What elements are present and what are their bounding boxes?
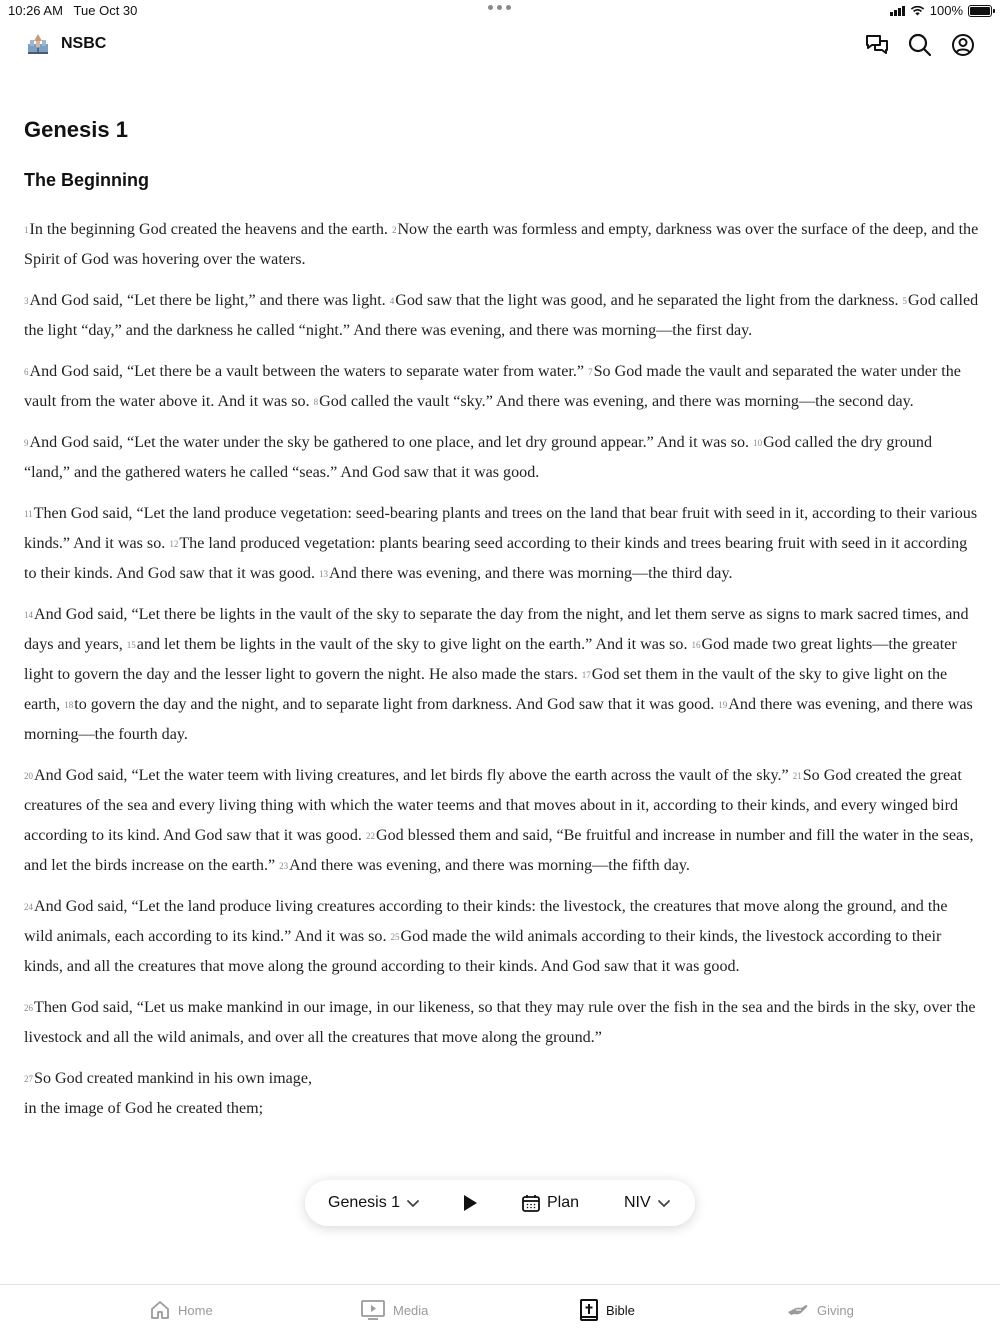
tab-giving-label: Giving: [817, 1302, 854, 1318]
verse-number: 10: [753, 438, 763, 448]
app-header: [0, 28, 1000, 62]
verse-number: 22: [365, 831, 375, 841]
verse-text[interactable]: God made the wild animals according to their kinds, the livestock according to their kinds, and all the creatures that move along the ground according to their kinds. And God saw that it was good.: [24, 928, 942, 975]
chevron-down-icon: [406, 1199, 420, 1208]
verse-number: 16: [691, 640, 701, 650]
tab-bible[interactable]: [580, 1285, 635, 1334]
verse-number: 13: [319, 569, 329, 579]
logo-icon: [26, 32, 50, 56]
verse-text[interactable]: And God said, “Let there be light,” and there was light.: [29, 292, 386, 309]
search-icon[interactable]: [907, 32, 933, 58]
status-indicators: [890, 3, 992, 18]
verse-number: 17: [581, 670, 591, 680]
verse-text[interactable]: So God created the great creatures of the sea and every living thing with which the water teems and that moves about in it, according to their kinds, and every winged bird according to its kind. And God saw that it was good.: [24, 767, 962, 844]
verse-paragraph: [24, 499, 980, 589]
verse-text[interactable]: God saw that the light was good, and he separated the light from the darkness.: [395, 292, 899, 309]
verse-paragraph: [24, 286, 980, 346]
giving-hand-icon: [787, 1302, 809, 1318]
verse-text[interactable]: God set them in the vault of the sky to give light on the earth,: [24, 666, 948, 713]
verse-text[interactable]: God made two great lights—the greater light to govern the day and the lesser light to govern the night. He also made the stars.: [24, 636, 957, 683]
verse-number: 19: [718, 700, 728, 710]
verse-text[interactable]: And there was evening, and there was morning—the fifth day.: [289, 857, 690, 874]
cellular-signal-icon: [890, 5, 905, 16]
verse-text[interactable]: God blessed them and said, “Be fruitful and increase in number and fill the water in the seas, and let the birds increase on the earth.”: [24, 827, 974, 874]
media-icon: [361, 1300, 385, 1320]
plan-label: Plan: [547, 1194, 580, 1211]
battery-percentage: 100%: [929, 3, 963, 18]
verse-text[interactable]: God called the vault “sky.” And there was evening, and there was morning—the second day.: [319, 393, 914, 410]
verse-paragraph: [24, 357, 980, 417]
chapter-selector[interactable]: [328, 1180, 420, 1226]
verse-number: 14: [24, 610, 33, 620]
multitasking-dots-icon[interactable]: [488, 5, 511, 10]
verse-paragraph: [24, 600, 980, 750]
verse-text[interactable]: Then God said, “Let the land produce vegetation: seed-bearing plants and trees on the land that bear fruit with seed in it, according to their various kinds.” And it was so.: [24, 505, 978, 552]
verse-paragraph: [24, 428, 980, 488]
bible-reader[interactable]: [24, 100, 980, 1284]
verse-text[interactable]: And God said, “Let there be a vault between the waters to separate water from water.”: [29, 363, 585, 380]
battery-icon: [968, 5, 992, 17]
verse-number: 20: [24, 771, 33, 781]
verse-number: 6: [24, 367, 29, 377]
tab-bar: [0, 1284, 1000, 1334]
chapter-selector-label: Genesis 1: [328, 1194, 401, 1211]
verse-number: 1: [24, 225, 29, 235]
verse-text[interactable]: Then God said, “Let us make mankind in our image, in our likeness, so that they may rule over the fish in the sea and the birds in the sky, over the livestock and all the wild animals, and over all the creatures that move along the ground.”: [24, 999, 976, 1046]
verse-text[interactable]: The land produced vegetation: plants bearing seed according to their kinds and trees bearing fruit with seed in it according to their kinds. And God saw that it was good.: [24, 535, 968, 582]
chapter-title: Genesis 1: [24, 117, 128, 142]
verse-text[interactable]: So God made the vault and separated the water under the vault from the water above it. And it was so.: [24, 363, 961, 410]
verse-text[interactable]: and let them be lights in the vault of the sky to give light on the earth.” And it was so.: [136, 636, 688, 653]
tab-home[interactable]: [150, 1285, 213, 1334]
verse-number: 15: [126, 640, 136, 650]
version-label: NIV: [624, 1194, 651, 1211]
verse-text[interactable]: in the image of God he created them;: [24, 1100, 264, 1117]
home-icon: [150, 1300, 170, 1320]
account-icon[interactable]: [950, 32, 976, 58]
verse-paragraph: [24, 993, 980, 1053]
verse-paragraph: [24, 892, 980, 982]
verse-paragraph: [24, 1094, 980, 1124]
tab-media-label: Media: [393, 1302, 429, 1318]
verse-text[interactable]: And God said, “Let there be lights in the vault of the sky to separate the day from the night, and let them serve as signs to mark sacred times, and days and years,: [24, 606, 969, 653]
verse-number: 3: [24, 296, 29, 306]
status-time: 10:26 AM Tue Oct 30: [8, 3, 138, 18]
verse-number: 23: [279, 861, 289, 871]
verse-number: 5: [902, 296, 908, 306]
verse-number: 8: [313, 397, 319, 407]
verse-number: 9: [24, 438, 29, 448]
play-icon: [462, 1194, 478, 1212]
verse-number: 27: [24, 1074, 33, 1084]
section-title: The Beginning: [24, 170, 149, 190]
verse-number: 21: [792, 771, 802, 781]
verse-number: 18: [64, 700, 74, 710]
verse-text[interactable]: to govern the day and the night, and to separate light from darkness. And God saw that it was good.: [74, 696, 715, 713]
verse-number: 25: [390, 932, 400, 942]
verse-number: 4: [389, 296, 395, 306]
verse-paragraph: [24, 761, 980, 881]
verse-text[interactable]: Now the earth was formless and empty, darkness was over the surface of the deep, and the Spirit of God was hovering over the waters.: [24, 221, 979, 268]
verse-number: 7: [588, 367, 593, 377]
tab-giving[interactable]: [787, 1285, 854, 1334]
verse-number: 2: [391, 225, 397, 235]
verse-text[interactable]: In the beginning God created the heavens and the earth.: [29, 221, 388, 238]
verse-text[interactable]: And God said, “Let the water under the sky be gathered to one place, and let dry ground appear.” And it was so.: [29, 434, 750, 451]
verse-number: 26: [24, 1003, 33, 1013]
verse-text[interactable]: And there was evening, and there was morning—the third day.: [329, 565, 733, 582]
chevron-down-icon: [657, 1199, 671, 1208]
plan-button[interactable]: [521, 1180, 579, 1226]
verse-text[interactable]: God called the dry ground “land,” and the gathered waters he called “seas.” And God saw that it was good.: [24, 434, 932, 481]
verse-text[interactable]: And God said, “Let the land produce living creatures according to their kinds: the livestock, the creatures that move along the ground, and the wild animals, each according to its kind.” And it was so.: [24, 898, 948, 945]
verse-paragraph: [24, 1064, 980, 1094]
verse-list: [24, 215, 980, 1124]
verse-text[interactable]: And there was evening, and there was morning—the fourth day.: [24, 696, 973, 743]
reader-toolbar: [305, 1180, 695, 1226]
verse-text[interactable]: God called the light “day,” and the darkness he called “night.” And there was evening, and there was morning—the first day.: [24, 292, 979, 339]
verse-paragraph: [24, 215, 980, 275]
verse-number: 11: [24, 509, 33, 519]
app-name: NSBC: [61, 35, 107, 52]
verse-number: 12: [169, 539, 179, 549]
tab-media[interactable]: [361, 1285, 428, 1334]
tab-home-label: Home: [178, 1302, 213, 1318]
version-selector[interactable]: [624, 1180, 671, 1226]
tab-bible-label: Bible: [606, 1302, 635, 1318]
bible-icon: [580, 1299, 598, 1321]
verse-text[interactable]: So God created mankind in his own image,: [34, 1070, 313, 1087]
chat-icon[interactable]: [864, 32, 890, 58]
verse-number: 24: [24, 902, 33, 912]
play-audio-button[interactable]: [462, 1180, 478, 1226]
wifi-icon: [910, 5, 925, 16]
calendar-icon: [521, 1193, 541, 1213]
verse-text[interactable]: And God said, “Let the water teem with living creatures, and let birds fly above the earth across the vault of the sky.”: [34, 767, 789, 784]
status-bar: [0, 0, 1000, 22]
